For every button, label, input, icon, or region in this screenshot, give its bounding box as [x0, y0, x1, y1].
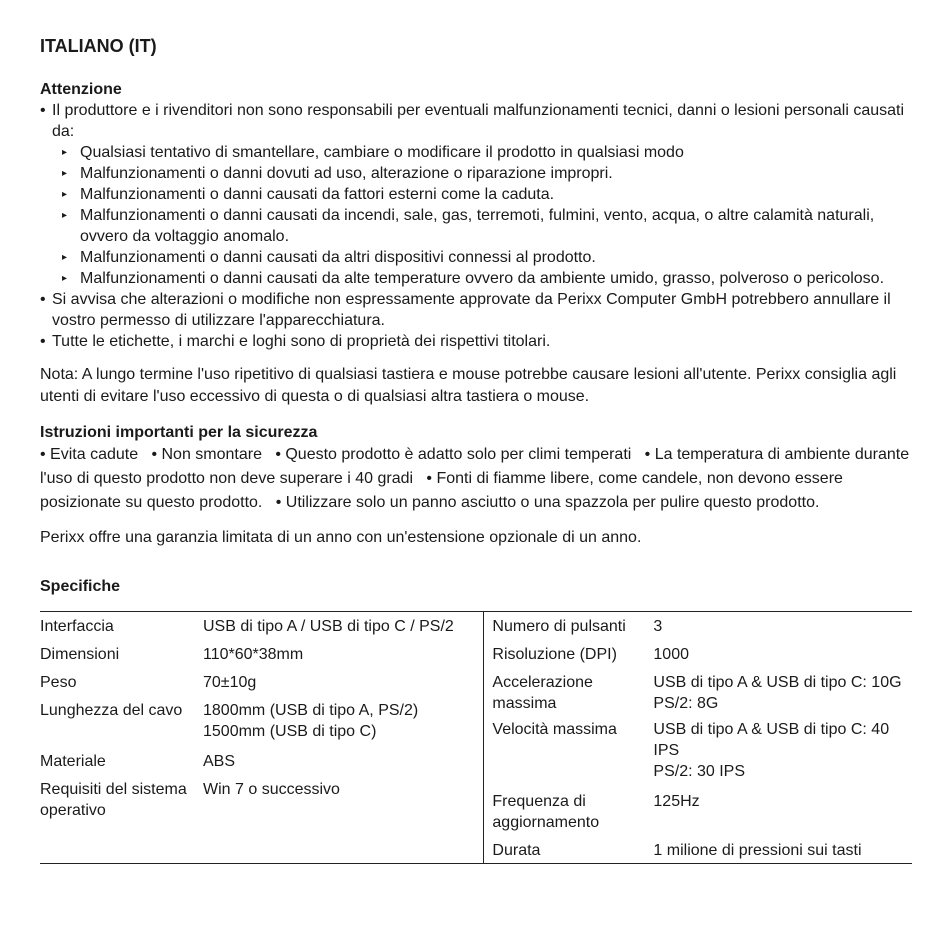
attention-sub-item [40, 205, 920, 247]
attention-sub-text: Malfunzionamenti o danni causati da alte temperature ovvero da ambiente umido, grasso, polveroso o pericoloso. [80, 270, 885, 287]
spec-row-dimensions [40, 644, 483, 665]
spec-value: USB di tipo A & USB di tipo C: 40 IPS PS/2: 30 IPS [653, 721, 890, 780]
attention-sub-item [40, 163, 920, 184]
attention-sub-item [40, 268, 920, 289]
spec-value: 1 milione di pressioni sui tasti [653, 842, 862, 859]
bullet-dot-icon: • [40, 333, 46, 350]
spec-value: Win 7 o successivo [203, 781, 340, 798]
attention-sub-text: Qualsiasi tentativo di smantellare, cambiare o modificare il prodotto in qualsiasi modo [80, 144, 684, 161]
safety-paragraph: • Evita cadute • Non smontare • Questo prodotto è adatto solo per climi temperati • La temperatura di ambiente durante l'uso di questo prodotto non deve superare i 40 gradi • Fonti di fiamme libere, come candele, non devono essere posizionate su questo prodotto. • Utilizzare solo un panno asciutto o una spazzola per pulire questo prodotto. [40, 446, 914, 511]
attention-bullet-text: Tutte le etichette, i marchi e loghi sono di proprietà dei rispettivi titolari. [52, 333, 551, 350]
spec-value: 125Hz [653, 793, 700, 810]
spec-row-acceleration [492, 672, 912, 714]
attention-bullet-1 [40, 100, 920, 142]
triangle-bullet-icon: ▸ [62, 147, 68, 158]
spec-key: Accelerazione massima [492, 674, 593, 712]
document-page [40, 34, 920, 864]
attention-bullet-3 [40, 331, 920, 352]
triangle-bullet-icon: ▸ [62, 189, 68, 200]
spec-key: Materiale [40, 753, 106, 770]
attention-sub-text: Malfunzionamenti o danni causati da altri dispositivi connessi al prodotto. [80, 249, 596, 266]
spec-row-interface [40, 616, 483, 637]
triangle-bullet-icon: ▸ [62, 210, 68, 221]
spec-key: Peso [40, 674, 77, 691]
spec-row-durability [492, 840, 912, 861]
spec-value: 1000 [653, 646, 689, 663]
spec-row-resolution [492, 644, 912, 665]
spec-key: Risoluzione (DPI) [492, 646, 617, 663]
spec-key: Velocità massima [492, 721, 617, 738]
triangle-bullet-icon: ▸ [62, 168, 68, 179]
spec-row-polling-rate [492, 791, 912, 833]
specs-left-column [40, 612, 484, 863]
attention-heading: Attenzione [40, 81, 122, 98]
specs-right-column [484, 612, 912, 863]
note-paragraph: Nota: A lungo termine l'uso ripetitivo di qualsiasi tastiera e mouse potrebbe causare lesioni all'utente. Perixx consiglia agli utenti di evitare l'uso eccessivo di questa o di qualsiasi altra tastiera o mouse. [40, 366, 897, 405]
attention-sub-text: Malfunzionamenti o danni causati da incendi, sale, gas, terremoti, fulmini, vento, acqua, o altre calamità naturali, ovvero da voltaggio anomalo. [80, 207, 875, 245]
attention-bullet-2 [40, 289, 920, 331]
spec-value: 110*60*38mm [203, 646, 304, 663]
attention-bullet-text: Il produttore e i rivenditori non sono responsabili per eventuali malfunzionamenti tecnici, danni o lesioni personali causati da: [52, 102, 905, 140]
specs-heading: Specifiche [40, 578, 121, 595]
safety-heading: Istruzioni importanti per la sicurezza [40, 424, 318, 441]
attention-bullet-text: Si avvisa che alterazioni o modifiche non espressamente approvate da Perixx Computer GmbH potrebbero annullare il vostro permesso di utilizzare l'apparecchiatura. [52, 291, 891, 329]
spec-value: USB di tipo A & USB di tipo C: 10G PS/2: 8G [653, 674, 902, 712]
attention-sub-item [40, 247, 920, 268]
spec-row-max-speed [492, 719, 912, 782]
spec-row-cable-length [40, 700, 483, 742]
spec-row-material [40, 751, 483, 772]
spec-key: Dimensioni [40, 646, 120, 663]
spec-key: Frequenza di aggiornamento [492, 793, 600, 831]
bullet-dot-icon: • [40, 291, 46, 308]
bullet-dot-icon: • [40, 102, 46, 119]
attention-sub-text: Malfunzionamenti o danni dovuti ad uso, alterazione o riparazione impropri. [80, 165, 613, 182]
spec-key: Durata [492, 842, 541, 859]
spec-value: 1800mm (USB di tipo A, PS/2) 1500mm (USB di tipo C) [203, 702, 419, 740]
spec-key: Requisiti del sistema operativo [40, 781, 187, 819]
page-title: ITALIANO (IT) [40, 36, 157, 56]
spec-key: Interfaccia [40, 618, 114, 635]
spec-key: Lunghezza del cavo [40, 702, 183, 719]
triangle-bullet-icon: ▸ [62, 252, 68, 263]
spec-value: 70±10g [203, 674, 257, 691]
spec-value: 3 [653, 618, 663, 635]
attention-sub-item [40, 184, 920, 205]
specs-table [40, 611, 912, 864]
spec-value: USB di tipo A / USB di tipo C / PS/2 [203, 618, 454, 635]
spec-row-buttons [492, 616, 912, 637]
spec-value: ABS [203, 753, 236, 770]
warranty-paragraph: Perixx offre una garanzia limitata di un anno con un'estensione opzionale di un anno. [40, 529, 642, 546]
attention-sub-text: Malfunzionamenti o danni causati da fattori esterni come la caduta. [80, 186, 555, 203]
spec-row-os [40, 779, 483, 821]
attention-sub-item [40, 142, 920, 163]
spec-key: Numero di pulsanti [492, 618, 626, 635]
triangle-bullet-icon: ▸ [62, 273, 68, 284]
spec-row-weight [40, 672, 483, 693]
